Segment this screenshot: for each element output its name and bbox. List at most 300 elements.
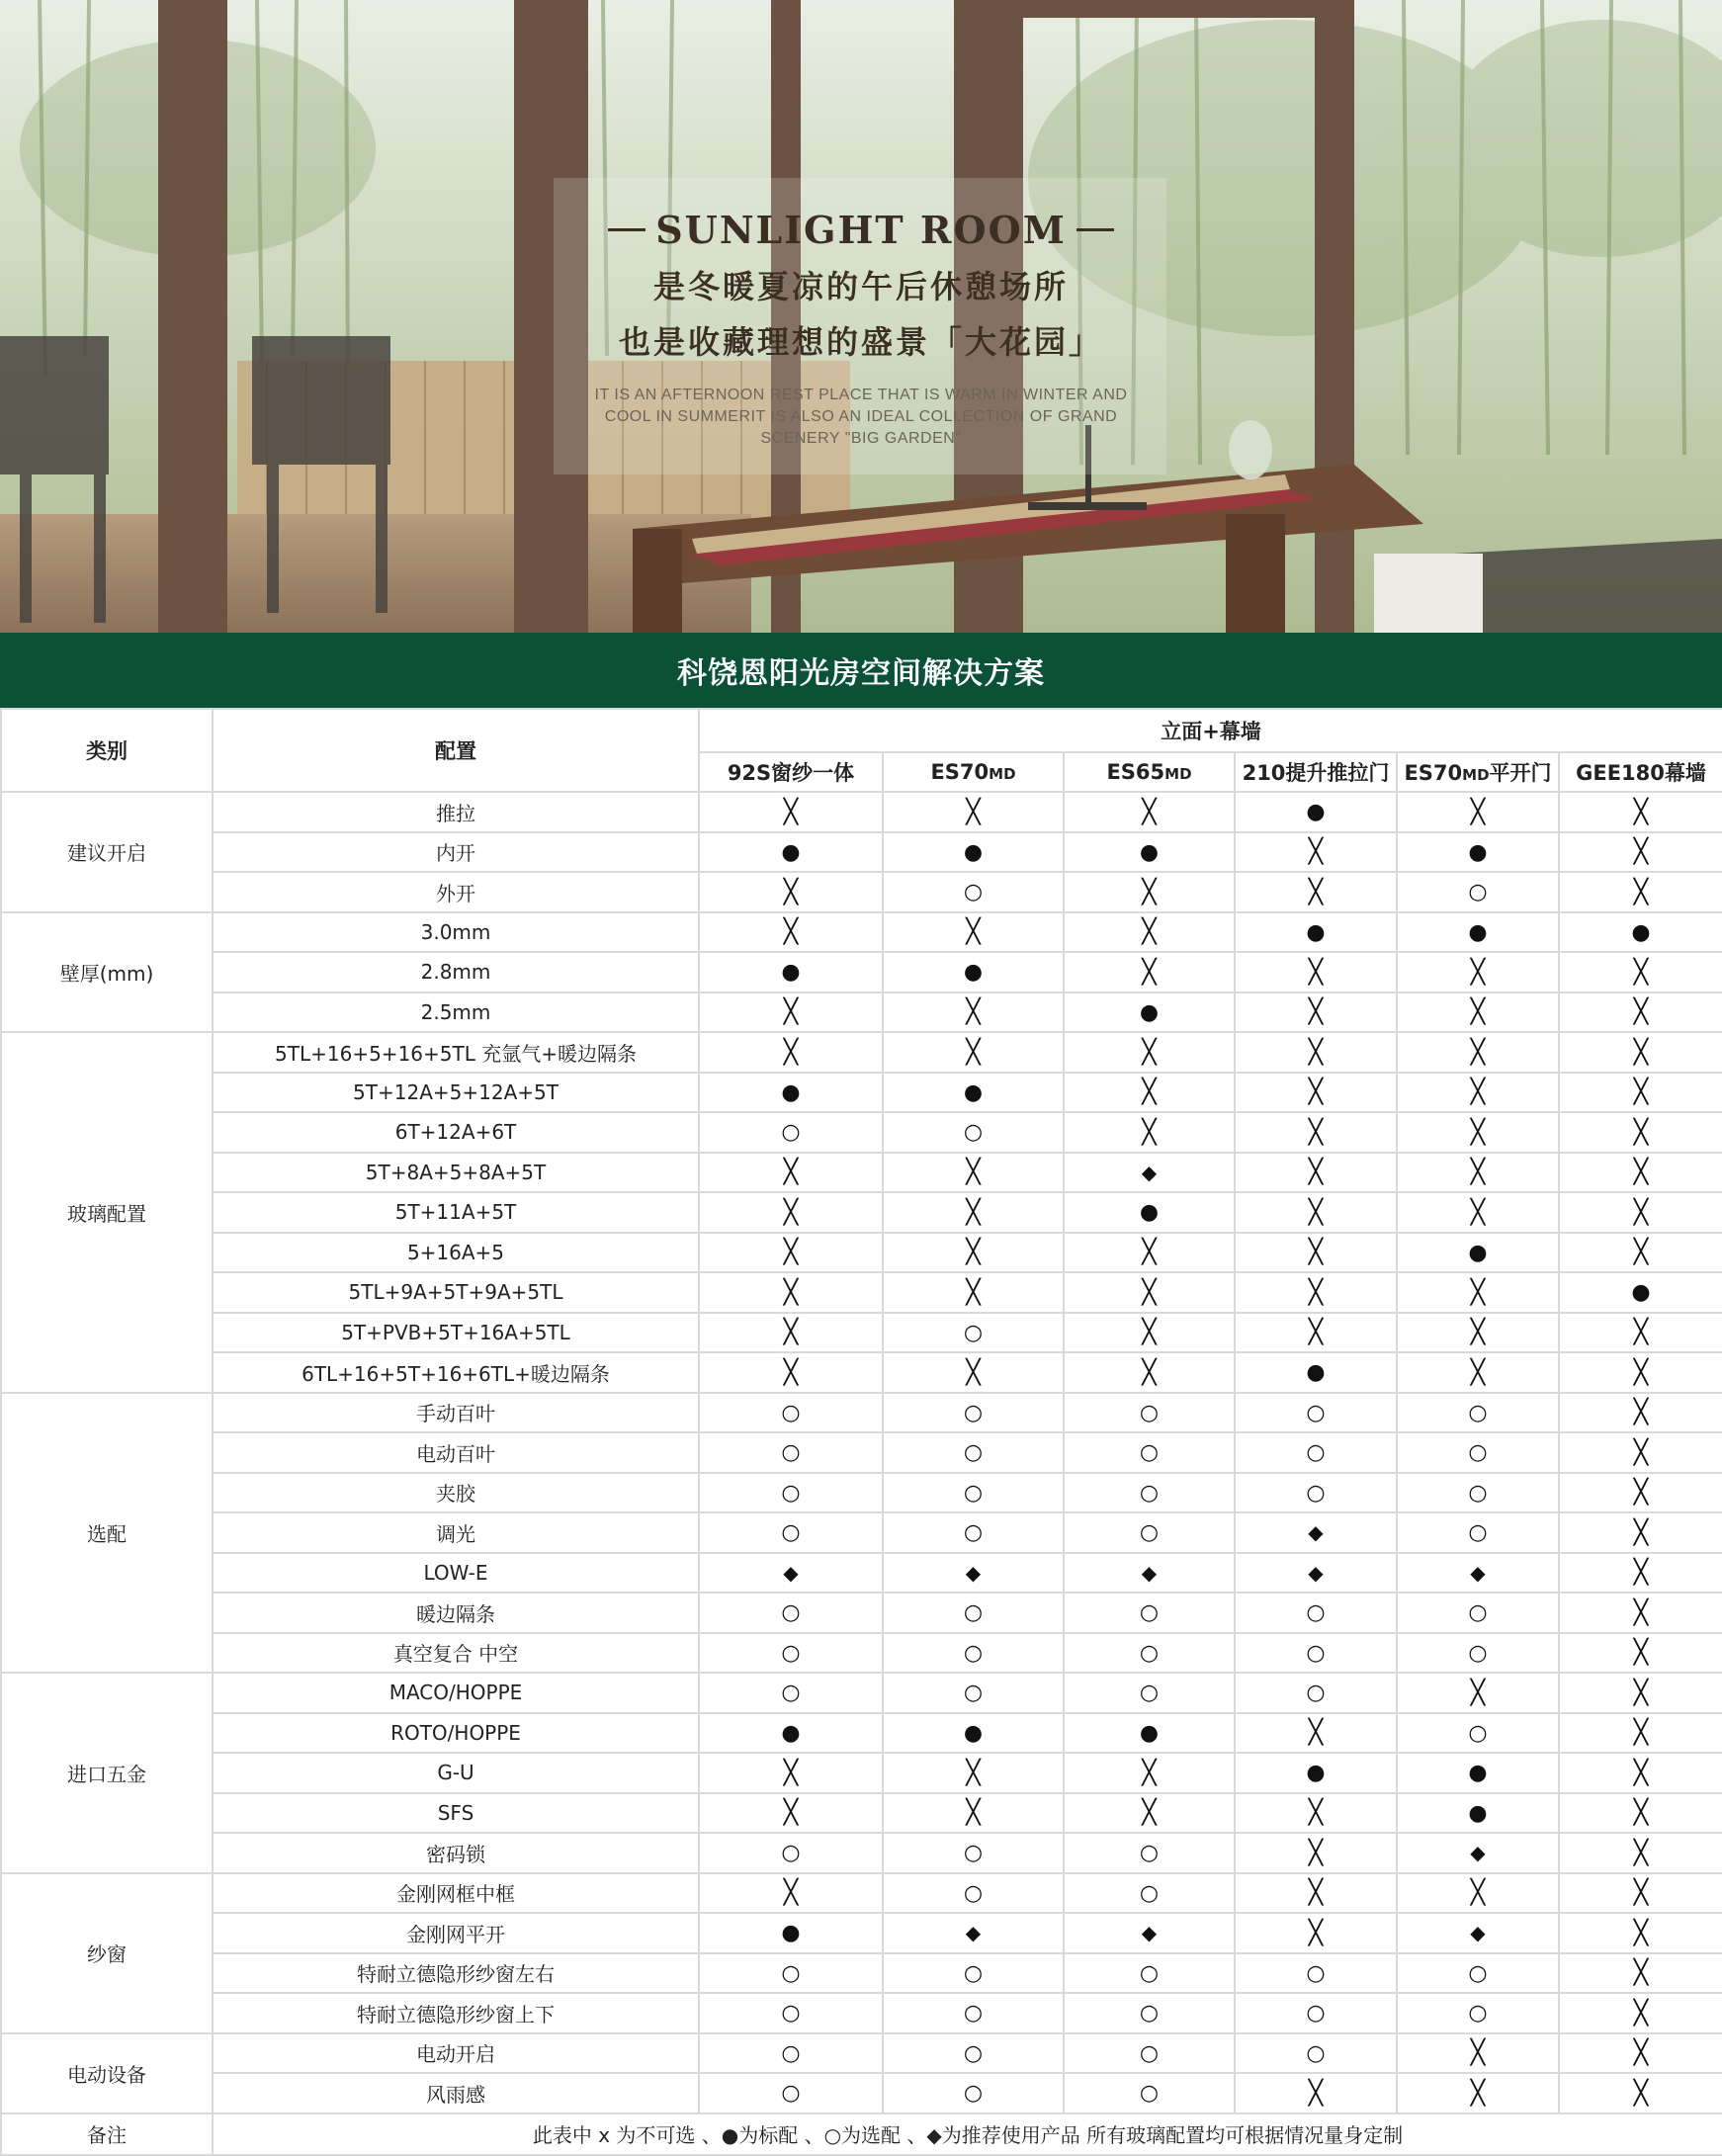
value-cell (883, 1192, 1064, 1233)
optional-mark: ○ (963, 1120, 984, 1146)
not-available-mark: ╳ (1633, 1838, 1649, 1866)
value-cell (1235, 1313, 1397, 1353)
value-cell (1064, 1873, 1235, 1914)
table-row (1, 1192, 1722, 1233)
not-available-mark: ╳ (1470, 997, 1486, 1026)
standard-mark: ● (963, 839, 984, 865)
product-name: ES70 (1404, 761, 1463, 785)
value-cell (1235, 2073, 1397, 2113)
not-available-mark: ╳ (1470, 1357, 1486, 1386)
optional-mark: ○ (1139, 2040, 1160, 2066)
value-cell (1397, 1953, 1559, 1994)
optional-mark: ○ (781, 1520, 801, 1546)
value-cell (1064, 1233, 1235, 1273)
optional-mark: ○ (781, 1440, 801, 1466)
table-row (1, 792, 1722, 832)
not-available-mark: ╳ (1142, 1318, 1157, 1346)
optional-mark: ○ (781, 1120, 801, 1146)
category-cell: 建议开启 (1, 792, 213, 912)
header-group: 立面+幕墙 (699, 709, 1722, 752)
config-cell: 电动百叶 (213, 1432, 699, 1473)
standard-mark: ● (963, 1079, 984, 1105)
table-row (1, 1032, 1722, 1073)
value-cell (1397, 1753, 1559, 1793)
config-cell: 手动百叶 (213, 1393, 699, 1433)
value-cell (1397, 1873, 1559, 1914)
value-cell (1559, 1153, 1722, 1193)
not-available-mark: ╳ (1142, 1037, 1157, 1066)
value-cell (883, 1913, 1064, 1953)
value-cell (1235, 1073, 1397, 1113)
optional-mark: ○ (963, 1960, 984, 1986)
value-cell (1397, 1993, 1559, 2033)
value-cell (1235, 1032, 1397, 1073)
table-row (1, 1553, 1722, 1594)
table-row (1, 1512, 1722, 1553)
value-cell (1235, 1153, 1397, 1193)
standard-mark: ● (963, 1720, 984, 1746)
value-cell (1235, 1793, 1397, 1834)
standard-mark: ● (781, 839, 801, 865)
value-cell (1235, 1553, 1397, 1594)
not-available-mark: ╳ (1470, 1037, 1486, 1066)
config-cell: 夹胶 (213, 1473, 699, 1513)
recommended-mark: ◆ (1308, 1520, 1324, 1545)
value-cell (883, 1393, 1064, 1433)
value-cell (699, 832, 883, 873)
value-cell (1397, 952, 1559, 992)
not-available-mark: ╳ (1633, 957, 1649, 986)
optional-mark: ○ (963, 1480, 984, 1506)
value-cell (1235, 1713, 1397, 1754)
not-available-mark: ╳ (1633, 1517, 1649, 1546)
value-cell (1559, 1913, 1722, 1953)
not-available-mark: ╳ (1633, 1037, 1649, 1066)
table-row (1, 1073, 1722, 1113)
optional-mark: ○ (1468, 1520, 1488, 1546)
not-available-mark: ╳ (1633, 1357, 1649, 1386)
not-available-mark: ╳ (1308, 1878, 1324, 1907)
not-available-mark: ╳ (1308, 1318, 1324, 1346)
not-available-mark: ╳ (1470, 1878, 1486, 1907)
config-cell: 风雨感 (213, 2073, 699, 2113)
value-cell (1559, 832, 1722, 873)
value-cell (1397, 1833, 1559, 1873)
not-available-mark: ╳ (783, 1197, 799, 1226)
optional-mark: ○ (781, 2040, 801, 2066)
spec-table (0, 708, 1722, 2156)
value-cell (1064, 1593, 1235, 1633)
not-available-mark: ╳ (1142, 1117, 1157, 1146)
value-cell (1064, 1793, 1235, 1834)
value-cell (1559, 1633, 1722, 1674)
optional-mark: ○ (1306, 1600, 1326, 1626)
value-cell (883, 1432, 1064, 1473)
recommended-mark: ◆ (1141, 1560, 1158, 1585)
value-cell (1064, 1473, 1235, 1513)
not-available-mark: ╳ (783, 997, 799, 1026)
config-cell: LOW-E (213, 1553, 699, 1594)
value-cell (1235, 2033, 1397, 2074)
not-available-mark: ╳ (1633, 1918, 1649, 1946)
config-cell: 特耐立德隐形纱窗上下 (213, 1993, 699, 2033)
value-cell (1235, 1913, 1397, 1953)
not-available-mark: ╳ (1470, 1078, 1486, 1106)
optional-mark: ○ (1468, 1400, 1488, 1425)
value-cell (1064, 1352, 1235, 1393)
optional-mark: ○ (781, 1600, 801, 1626)
value-cell (1397, 1073, 1559, 1113)
value-cell (1559, 1073, 1722, 1113)
spec-body (1, 792, 1722, 2155)
value-cell (699, 1913, 883, 1953)
not-available-mark: ╳ (1633, 1558, 1649, 1587)
product-header-0 (699, 752, 883, 792)
value-cell (883, 1593, 1064, 1633)
title-dash-right (1076, 228, 1114, 231)
optional-mark: ○ (963, 1880, 984, 1906)
value-cell (1064, 992, 1235, 1033)
value-cell (1559, 1313, 1722, 1353)
not-available-mark: ╳ (1633, 1117, 1649, 1146)
not-available-mark: ╳ (1308, 1117, 1324, 1146)
value-cell (1397, 1593, 1559, 1633)
not-available-mark: ╳ (1142, 1357, 1157, 1386)
config-cell: 5T+12A+5+12A+5T (213, 1073, 699, 1113)
not-available-mark: ╳ (783, 1357, 799, 1386)
not-available-mark: ╳ (1633, 1197, 1649, 1226)
optional-mark: ○ (963, 1640, 984, 1666)
value-cell (1559, 912, 1722, 953)
optional-mark: ○ (1306, 1400, 1326, 1425)
value-cell (883, 1512, 1064, 1553)
value-cell (1064, 1272, 1235, 1313)
value-cell (1559, 1473, 1722, 1513)
config-cell: 金刚网框中框 (213, 1873, 699, 1914)
not-available-mark: ╳ (1633, 1078, 1649, 1106)
not-available-mark: ╳ (1633, 1718, 1649, 1747)
config-cell: 内开 (213, 832, 699, 873)
table-row (1, 912, 1722, 953)
config-cell: 密码锁 (213, 1833, 699, 1873)
note-text: 此表中 x 为不可选 、●为标配 、○为选配 、◆为推荐使用产品 所有玻璃配置均可根据情况量身定制 (213, 2113, 1722, 2155)
value-cell (1235, 1112, 1397, 1153)
not-available-mark: ╳ (783, 1758, 799, 1786)
table-row (1, 1953, 1722, 1994)
solution-banner (0, 633, 1722, 708)
not-available-mark: ╳ (966, 1238, 981, 1266)
value-cell (883, 1753, 1064, 1793)
value-cell (1064, 2073, 1235, 2113)
value-cell (699, 2073, 883, 2113)
value-cell (699, 1233, 883, 1273)
value-cell (1064, 1833, 1235, 1873)
not-available-mark: ╳ (1470, 1158, 1486, 1186)
value-cell (699, 1793, 883, 1834)
not-available-mark: ╳ (966, 1037, 981, 1066)
not-available-mark: ╳ (1308, 1277, 1324, 1306)
product-header-5 (1559, 752, 1722, 792)
standard-mark: ● (1468, 1240, 1488, 1265)
standard-mark: ● (1139, 839, 1160, 865)
not-available-mark: ╳ (1633, 1478, 1649, 1507)
optional-mark: ○ (781, 1640, 801, 1666)
value-cell (699, 992, 883, 1033)
value-cell (699, 1673, 883, 1713)
config-cell: ROTO/HOPPE (213, 1713, 699, 1754)
value-cell (1064, 1913, 1235, 1953)
optional-mark: ○ (963, 2001, 984, 2027)
value-cell (1397, 1793, 1559, 1834)
value-cell (699, 1753, 883, 1793)
config-cell: 6T+12A+6T (213, 1112, 699, 1153)
optional-mark: ○ (1139, 1841, 1160, 1866)
value-cell (883, 1032, 1064, 1073)
value-cell (699, 1833, 883, 1873)
value-cell (1235, 952, 1397, 992)
table-row (1, 1993, 1722, 2033)
standard-mark: ● (1468, 839, 1488, 865)
not-available-mark: ╳ (1308, 1158, 1324, 1186)
not-available-mark: ╳ (1633, 1318, 1649, 1346)
product-name: GEE180幕墙 (1576, 761, 1706, 785)
value-cell (1559, 1753, 1722, 1793)
not-available-mark: ╳ (1308, 1918, 1324, 1946)
value-cell (1397, 1313, 1559, 1353)
table-row (1, 832, 1722, 873)
not-available-mark: ╳ (1470, 2078, 1486, 2107)
value-cell (1397, 1473, 1559, 1513)
optional-mark: ○ (1468, 1440, 1488, 1466)
not-available-mark: ╳ (966, 1357, 981, 1386)
value-cell (699, 1112, 883, 1153)
config-cell: SFS (213, 1793, 699, 1834)
value-cell (883, 952, 1064, 992)
optional-mark: ○ (963, 2081, 984, 2107)
product-subscript: MD (989, 765, 1016, 783)
config-cell: 调光 (213, 1512, 699, 1553)
value-cell (699, 1553, 883, 1594)
value-cell (1235, 1953, 1397, 1994)
value-cell (1064, 912, 1235, 953)
table-row (1, 1593, 1722, 1633)
table-row (1, 952, 1722, 992)
config-cell: 暖边隔条 (213, 1593, 699, 1633)
value-cell (1064, 1432, 1235, 1473)
value-cell (883, 1352, 1064, 1393)
value-cell (1064, 1633, 1235, 1674)
optional-mark: ○ (781, 1681, 801, 1706)
value-cell (1559, 1112, 1722, 1153)
hero-text (0, 208, 1722, 450)
not-available-mark: ╳ (1470, 957, 1486, 986)
value-cell (1559, 1512, 1722, 1553)
value-cell (1064, 1032, 1235, 1073)
product-name: 92S窗纱一体 (727, 761, 855, 785)
product-subscript: MD (1164, 765, 1192, 783)
value-cell (699, 1192, 883, 1233)
value-cell (1397, 1352, 1559, 1393)
value-cell (1397, 1633, 1559, 1674)
optional-mark: ○ (1468, 1480, 1488, 1506)
standard-mark: ● (781, 1921, 801, 1946)
value-cell (699, 952, 883, 992)
value-cell (1235, 1593, 1397, 1633)
config-cell: 金刚网平开 (213, 1913, 699, 1953)
recommended-mark: ◆ (965, 1921, 982, 1945)
not-available-mark: ╳ (783, 1158, 799, 1186)
not-available-mark: ╳ (1633, 1158, 1649, 1186)
value-cell (1397, 1553, 1559, 1594)
table-row (1, 1913, 1722, 1953)
not-available-mark: ╳ (1633, 1597, 1649, 1626)
value-cell (1559, 1432, 1722, 1473)
category-cell: 纱窗 (1, 1873, 213, 2033)
config-cell: 特耐立德隐形纱窗左右 (213, 1953, 699, 1994)
optional-mark: ○ (1139, 1400, 1160, 1425)
not-available-mark: ╳ (1308, 1718, 1324, 1747)
category-cell: 玻璃配置 (1, 1032, 213, 1393)
value-cell (883, 992, 1064, 1033)
value-cell (699, 1352, 883, 1393)
value-cell (1559, 952, 1722, 992)
value-cell (883, 1553, 1064, 1594)
optional-mark: ○ (1468, 1640, 1488, 1666)
optional-mark: ○ (1139, 1960, 1160, 1986)
not-available-mark: ╳ (783, 797, 799, 825)
not-available-mark: ╳ (966, 797, 981, 825)
value-cell (1064, 1073, 1235, 1113)
table-row (1, 1753, 1722, 1793)
value-cell (1064, 1673, 1235, 1713)
value-cell (883, 2073, 1064, 2113)
value-cell (1235, 1512, 1397, 1553)
table-row (1, 1393, 1722, 1433)
value-cell (883, 1793, 1064, 1834)
value-cell (883, 2033, 1064, 2074)
config-cell: 2.5mm (213, 992, 699, 1033)
optional-mark: ○ (1139, 1520, 1160, 1546)
recommended-mark: ◆ (1470, 1841, 1486, 1865)
config-cell: 真空复合 中空 (213, 1633, 699, 1674)
product-name: 210提升推拉门 (1242, 761, 1390, 785)
config-cell: 5T+8A+5+8A+5T (213, 1153, 699, 1193)
optional-mark: ○ (1306, 1480, 1326, 1506)
not-available-mark: ╳ (1308, 1798, 1324, 1827)
standard-mark: ● (1306, 1761, 1326, 1786)
value-cell (1559, 1793, 1722, 1834)
optional-mark: ○ (1306, 1681, 1326, 1706)
table-row (1, 872, 1722, 912)
value-cell (1064, 1192, 1235, 1233)
standard-mark: ● (1468, 1800, 1488, 1826)
optional-mark: ○ (1468, 1600, 1488, 1626)
optional-mark: ○ (1306, 1960, 1326, 1986)
not-available-mark: ╳ (1308, 1197, 1324, 1226)
standard-mark: ● (1139, 1720, 1160, 1746)
value-cell (699, 1993, 883, 2033)
product-header-2 (1064, 752, 1235, 792)
recommended-mark: ◆ (1141, 1160, 1158, 1184)
optional-mark: ○ (963, 1681, 984, 1706)
product-name: ES70 (930, 760, 990, 784)
not-available-mark: ╳ (783, 1037, 799, 1066)
value-cell (1397, 872, 1559, 912)
not-available-mark: ╳ (1633, 1437, 1649, 1466)
not-available-mark: ╳ (1142, 1238, 1157, 1266)
value-cell (883, 1833, 1064, 1873)
value-cell (1397, 1713, 1559, 1754)
optional-mark: ○ (1468, 1720, 1488, 1746)
config-cell: 5TL+9A+5T+9A+5TL (213, 1272, 699, 1313)
not-available-mark: ╳ (1142, 1798, 1157, 1827)
not-available-mark: ╳ (966, 1197, 981, 1226)
standard-mark: ● (781, 1720, 801, 1746)
config-cell: MACO/HOPPE (213, 1673, 699, 1713)
not-available-mark: ╳ (1470, 1277, 1486, 1306)
config-cell: 外开 (213, 872, 699, 912)
not-available-mark: ╳ (1633, 1998, 1649, 2027)
not-available-mark: ╳ (1142, 957, 1157, 986)
table-row (1, 1673, 1722, 1713)
value-cell (883, 1993, 1064, 2033)
config-cell: 5+16A+5 (213, 1233, 699, 1273)
value-cell (1397, 1153, 1559, 1193)
value-cell (1397, 1393, 1559, 1433)
value-cell (699, 1073, 883, 1113)
standard-mark: ● (963, 960, 984, 986)
value-cell (699, 1432, 883, 1473)
value-cell (1064, 2033, 1235, 2074)
table-row (1, 1272, 1722, 1313)
value-cell (1235, 1233, 1397, 1273)
value-cell (1064, 1393, 1235, 1433)
table-row (1, 1352, 1722, 1393)
note-row (1, 2113, 1722, 2155)
value-cell (1235, 1393, 1397, 1433)
value-cell (1235, 992, 1397, 1033)
not-available-mark: ╳ (966, 1158, 981, 1186)
not-available-mark: ╳ (783, 917, 799, 946)
product-name: ES65 (1106, 760, 1165, 784)
value-cell (1235, 1633, 1397, 1674)
optional-mark: ○ (1306, 2040, 1326, 2066)
value-cell (1397, 2073, 1559, 2113)
product-subscript: MD (1462, 766, 1490, 784)
value-cell (699, 1032, 883, 1073)
not-available-mark: ╳ (783, 1878, 799, 1907)
optional-mark: ○ (781, 1960, 801, 1986)
not-available-mark: ╳ (966, 1277, 981, 1306)
value-cell (1064, 1512, 1235, 1553)
not-available-mark: ╳ (1142, 797, 1157, 825)
value-cell (1064, 1713, 1235, 1754)
recommended-mark: ◆ (1470, 1560, 1486, 1585)
table-row (1, 992, 1722, 1033)
standard-mark: ● (1631, 1280, 1651, 1306)
hero-title (608, 208, 1114, 252)
title-dash-left (608, 228, 646, 231)
value-cell (1559, 1352, 1722, 1393)
product-name-tail: 平开门 (1489, 761, 1552, 785)
value-cell (1064, 872, 1235, 912)
not-available-mark: ╳ (1142, 1277, 1157, 1306)
value-cell (1235, 832, 1397, 873)
table-row (1, 2033, 1722, 2074)
value-cell (699, 1153, 883, 1193)
value-cell (1559, 1192, 1722, 1233)
optional-mark: ○ (963, 1600, 984, 1626)
